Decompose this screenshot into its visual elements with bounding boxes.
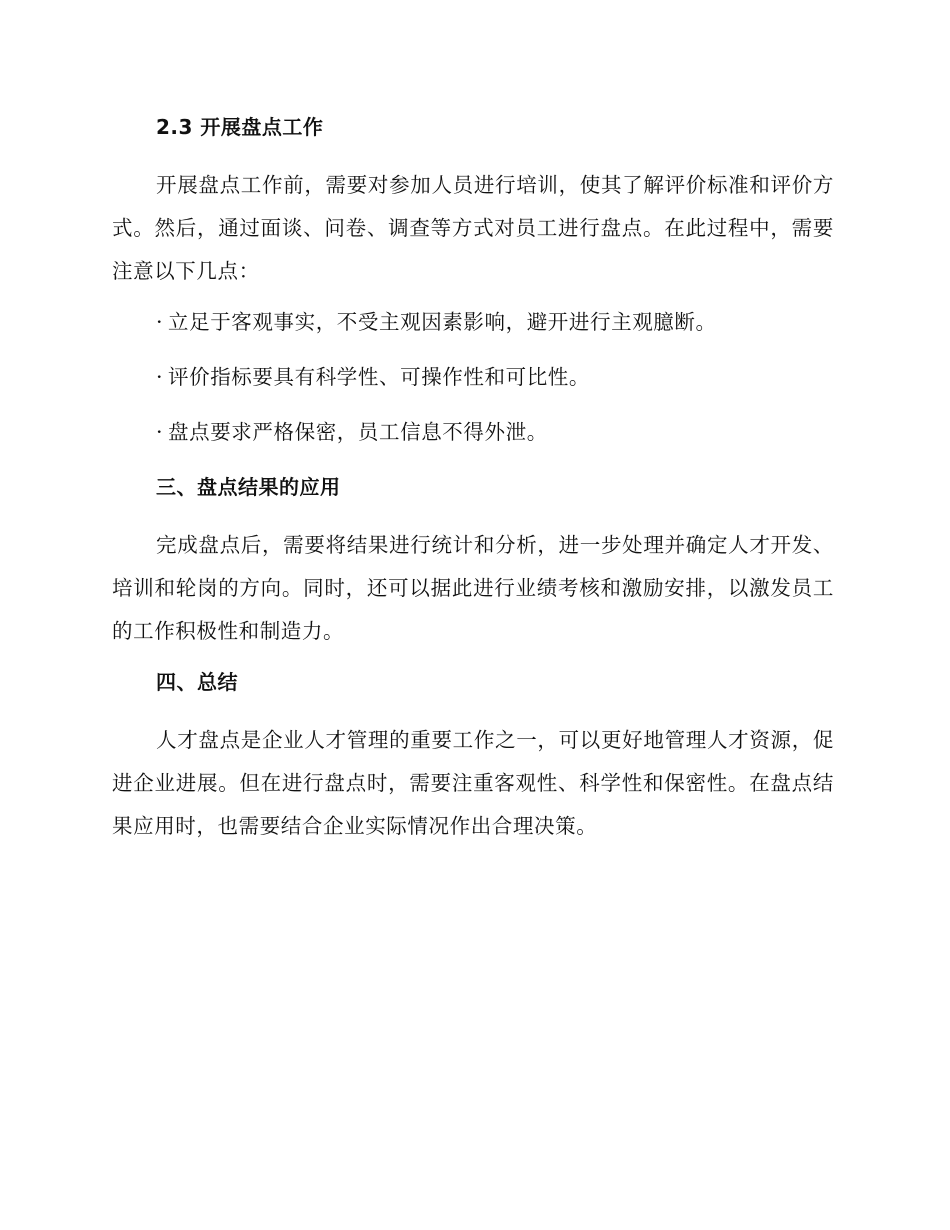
document-body (112, 110, 834, 860)
bullet-item (112, 415, 834, 449)
bullet-mark: · (156, 310, 164, 334)
section-3-paragraph: 完成盘点后，需要将结果进行统计和分析，进一步处理并确定人才开发、培训和轮岗的方向。同时，还可以据此进行业绩考核和激励安排，以激发员工的工作积极性和制造力。 (112, 533, 834, 643)
bullet-item (112, 360, 834, 394)
section-2-3-paragraph: 开展盘点工作前，需要对参加人员进行培训，使其了解评价标准和评价方式。然后，通过面谈、问卷、调查等方式对员工进行盘点。在此过程中，需要注意以下几点： (112, 173, 834, 283)
bullet-text: 盘点要求严格保密，员工信息不得外泄。 (168, 420, 548, 444)
bullet-mark: · (156, 420, 164, 444)
bullet-text: 评价指标要具有科学性、可操作性和可比性。 (168, 365, 590, 389)
bullet-mark: · (156, 365, 164, 389)
section-heading-summary: 四、总结 (156, 670, 238, 694)
section-4-paragraph: 人才盘点是企业人才管理的重要工作之一，可以更好地管理人才资源，促进企业进展。但在进行盘点时，需要注重客观性、科学性和保密性。在盘点结果应用时，也需要结合企业实际情况作出合理决策。 (112, 728, 834, 838)
bullet-text: 立足于客观事实，不受主观因素影响，避开进行主观臆断。 (168, 310, 717, 334)
section-heading-results-application: 三、盘点结果的应用 (156, 475, 341, 499)
section-heading-2-3: 2.3 开展盘点工作 (156, 115, 324, 139)
bullet-item (112, 305, 834, 339)
